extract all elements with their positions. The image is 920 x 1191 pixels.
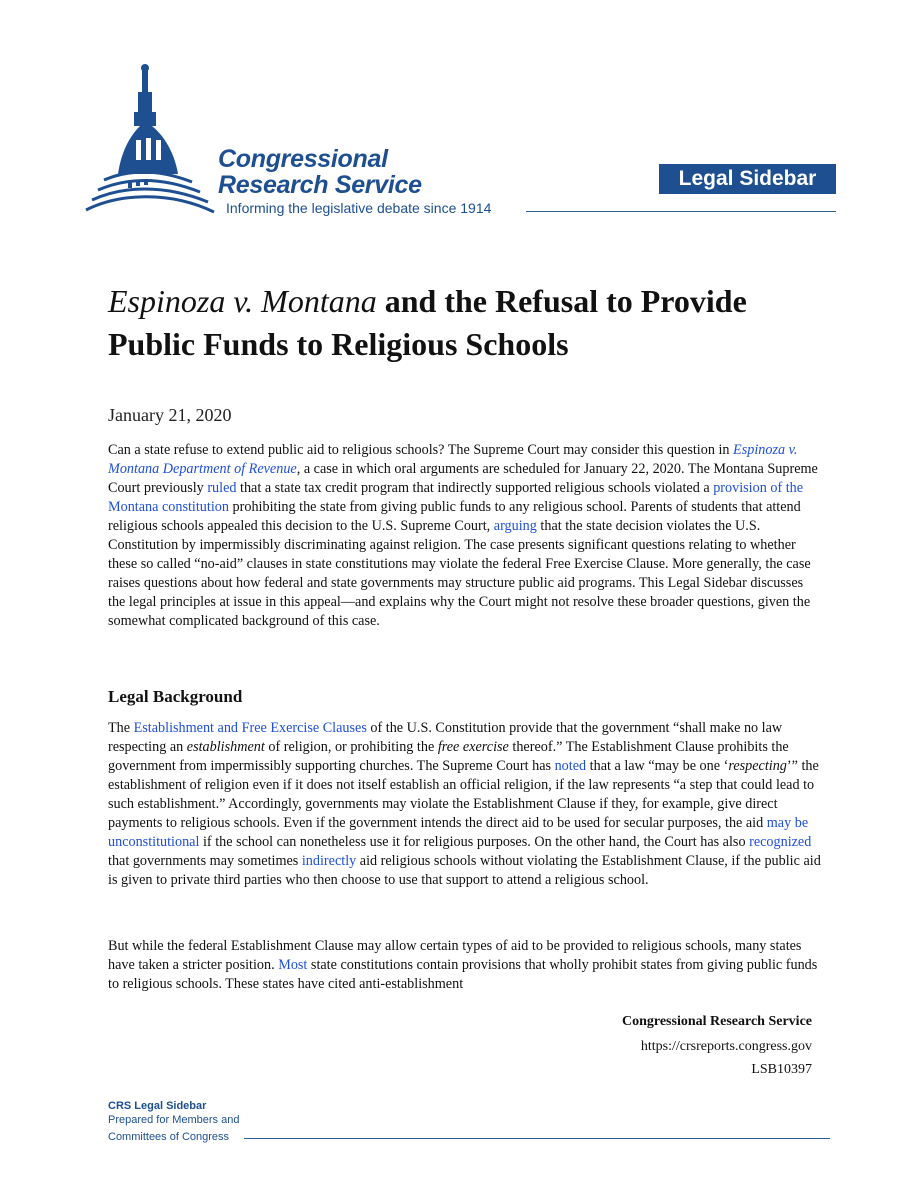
text-span: aid religious schools without violating the Establishment Clause, if the public aid is given to private third parties who then choose to use that support to attend a religious school. <box>108 853 821 888</box>
text-span: ’” the establishment of religion even if it does not itself establish an official religion, if the law represents “a step that could lead to such establishment.” Accordingly, governments may violate the Establishment Clause if they, for example, give direct payments to religious schools. Even if the government intends the direct aid to be used for secular purposes, the aid <box>108 758 819 831</box>
background-paragraph <box>108 719 824 890</box>
text-span: state constitutions contain provisions that wholly prohibit states from giving public funds to religious schools. These states have cited anti-establishment <box>108 957 818 992</box>
page-title <box>108 280 828 366</box>
text-span: of the U.S. Constitution provide that the government “shall make no law respecting an <box>108 720 783 755</box>
noted-link[interactable]: noted <box>554 758 587 774</box>
text-span: that a law “may be one ‘ <box>586 758 729 774</box>
text-span: prohibiting the state from giving public funds to any religious school. Parents of students that attend religious schools appealed this decision to the U.S. Supreme Court, <box>108 499 801 534</box>
text-span: But while the federal Establishment Clause may allow certain types of aid to be provided to religious schools, many states have taken a stricter position. <box>108 938 802 973</box>
tagline-rule <box>526 211 836 212</box>
text-span: that a state tax credit program that indirectly supported religious schools violated a <box>236 480 714 496</box>
text-span: that the state decision violates the U.S. Constitution by impermissibly discriminating against religion. The case presents significant questions relating to whether these so called “no-aid” clauses in state constitutions may violate the federal Free Exercise Clause. More generally, the case raises questions about how federal and state governments may structure public aid programs. This Legal Sidebar discusses the legal principles at issue in this appeal—and explains why the Court might not resolve these broader questions, given the somewhat complicated background of this case. <box>108 518 811 629</box>
text-span: Can a state refuse to extend public aid to religious schools? The Supreme Court may consider this question in <box>108 442 734 458</box>
states-paragraph <box>108 937 824 994</box>
org-name-line2: Research Service <box>218 171 422 199</box>
title-rest: and the Refusal to Provide Public Funds to Religious Schools <box>108 283 747 362</box>
text-span: if the school can nonetheless use it for religious purposes. On the other hand, the Court has also <box>199 834 750 850</box>
intro-paragraph <box>108 441 824 631</box>
org-name-line1: Congressional <box>218 145 388 173</box>
footer-audience-1: Prepared for Members and <box>108 1114 240 1126</box>
org-tagline: Informing the legislative debate since 1914 <box>226 200 492 216</box>
footer-url[interactable]: https://crsreports.congress.gov <box>640 1039 812 1054</box>
recognized-link[interactable]: recognized <box>749 834 812 850</box>
montana-constitution-link[interactable]: provision of the Montana constitution <box>108 480 804 515</box>
section-heading: Legal Background <box>108 687 243 706</box>
title-case-name: Espinoza v. Montana <box>108 283 377 319</box>
italic-span: establishment <box>186 739 265 755</box>
clauses-link[interactable]: Establishment and Free Exercise Clauses <box>133 720 367 736</box>
publication-date: January 21, 2020 <box>108 405 232 425</box>
text-span: that governments may sometimes <box>108 853 302 869</box>
italic-span: free exercise <box>437 739 509 755</box>
footer-report-id: LSB10397 <box>751 1062 812 1077</box>
text-span: , a case in which oral arguments are scheduled for January 22, 2020. The Montana Supreme Court previously <box>108 461 818 496</box>
ruled-link[interactable]: ruled <box>207 480 237 496</box>
legal-sidebar-badge: Legal Sidebar <box>659 164 836 194</box>
unconstitutional-link[interactable]: may be unconstitutional <box>108 815 809 850</box>
italic-span: respecting <box>728 758 787 774</box>
footer-org: Congressional Research Service <box>621 1014 812 1029</box>
footer-series: CRS Legal Sidebar <box>108 1100 207 1112</box>
capitol-dome-icon <box>78 62 218 222</box>
arguing-link[interactable]: arguing <box>493 518 537 534</box>
text-span: The <box>108 720 134 736</box>
footer-audience-2: Committees of Congress <box>108 1131 230 1143</box>
indirectly-link[interactable]: indirectly <box>301 853 357 869</box>
footer-rule <box>244 1138 830 1139</box>
text-span: of religion, or prohibiting the <box>264 739 438 755</box>
text-span: thereof.” The Establishment Clause prohibits the government from impermissibly supporting churches. The Supreme Court has <box>108 739 789 774</box>
case-link[interactable]: Espinoza v. Montana Department of Revenue <box>108 442 798 477</box>
most-link[interactable]: Most <box>278 957 308 973</box>
